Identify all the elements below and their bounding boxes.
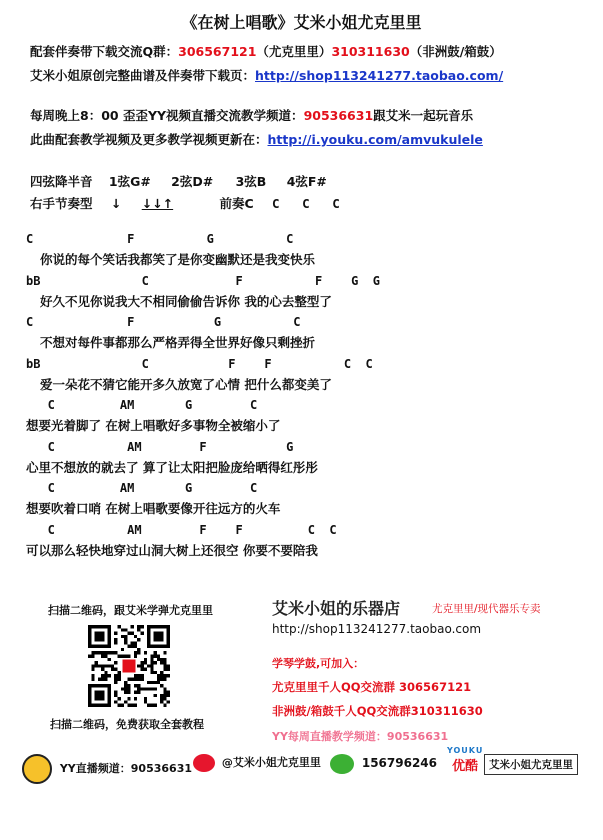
qq-group-ukulele: 306567121 [178,44,257,59]
wechat-bottom [330,754,437,774]
download-group-prefix: 配套伴奏带下载交流Q群： [30,44,179,59]
lyric-line: 想要光着脚了 在树上唱歌好多事物全被缩小了 [26,418,281,433]
intro-label: 前奏C [219,196,254,211]
taobao-link[interactable]: http://shop113241277.taobao.com/ [255,68,504,83]
weibo-text: @艾米小姐尤克里里 [221,756,321,769]
qr-caption-top: 扫描二维码，跟艾米学弹尤克里里 [48,604,213,617]
string-1: 1弦G# [108,174,151,189]
string-2: 2弦D# [171,174,214,189]
chord-line: C AM F F C C [26,522,337,537]
tuning-line [30,172,327,190]
ukulele-group: 尤克里里千人QQ交流群 306567121 [272,680,472,694]
wechat-icon [330,754,354,774]
youku-logo-latin: YOUKU [447,746,484,755]
shop-tagline: 尤克里里/现代器乐专卖 [432,603,541,615]
lyric-line: 不想对每件事都那么严格弄得全世界好像只剩挫折 [40,335,316,350]
tuning-label: 四弦降半音 [30,174,93,189]
chord-line: C AM F G [26,439,294,454]
rhythm-line [30,194,340,212]
youku-logo [447,746,483,774]
yy-bottom-text: YY直播频道：90536631 [59,762,193,775]
shop-name: 艾米小姐的乐器店 [272,599,401,618]
yy-channel-prefix: 每周晚上8：00 歪歪YY视频直播交流教学频道： [30,108,304,123]
drum-group: 非洲鼓/箱鼓千人QQ交流群310311630 [272,704,483,718]
chord-line: C F G C [26,232,294,246]
download-group-line [30,42,502,60]
yy-bottom [22,754,192,784]
lyric-line: 你说的每个笑话我都笑了是你变幽默还是我变快乐 [40,252,316,267]
score-download-prefix: 艾米小姐原创完整曲谱及伴奏带下载页： [30,68,256,83]
qq-group-drum-label: （非洲鼓/箱鼓） [409,44,502,59]
qr-caption-bottom: 扫描二维码，免费获取全套教程 [50,718,204,731]
yy-channel-suffix: 跟艾米一起玩音乐 [373,108,474,123]
lyric-line: 可以那么轻快地穿过山洞大树上还很空 你要不要陪我 [26,542,318,558]
qr-code-icon [88,625,170,707]
brand-box: 艾米小姐尤克里里 [484,754,578,775]
weibo-bottom [193,754,321,772]
yy-channel-line [30,106,473,124]
chord-line: bB C F F C C [26,356,373,371]
lyric-line: 想要吹着口哨 在树上唱歌要像开往远方的火车 [26,501,281,516]
yy-mascot-icon [22,754,52,784]
chord-line: bB C F F G G [26,273,381,288]
weibo-icon [193,754,215,772]
lyric-line: 心里不想放的就去了 算了让太阳把脸庞给晒得红彤彤 [26,459,318,475]
join-label: 学琴学鼓,可加入： [272,657,365,670]
lyric-line: 好久不见你说我大不相同偷偷告诉你 我的心去整型了 [40,293,332,309]
youku-line [30,130,483,148]
score-download-line [30,66,503,84]
qq-group-drum: 310311630 [331,44,410,59]
intro-chords: C C C [272,196,340,211]
chord-line: C AM G C [26,398,258,412]
youku-link[interactable]: http://i.youku.com/amvukulele [267,132,483,147]
chord-line: C AM G C [26,481,258,495]
string-3: 3弦B [235,174,267,189]
yy-weekly-line: YY每周直播教学频道：90536631 [272,730,449,743]
page-title: 《在树上唱歌》艾米小姐尤克里里 [181,13,422,32]
down-arrow-icon: ↓ [110,196,122,211]
wechat-text: 156796246 [361,756,437,770]
yy-channel-number: 90536631 [303,108,374,123]
qq-group-ukulele-label: （尤克里里） [256,44,332,59]
youku-logo-text: 优酷 [452,759,479,774]
lyric-line: 爱一朵花不猜它能开多久放宽了心情 把什么都变美了 [40,376,332,392]
shop-url[interactable]: http://shop113241277.taobao.com [272,622,482,636]
string-4: 4弦F# [286,174,327,189]
rhythm-pattern: ↓↓↑ [141,196,174,211]
chord-line: C F G C [26,315,301,329]
rhythm-label: 右手节奏型 [30,196,93,211]
youku-prefix: 此曲配套教学视频及更多教学视频更新在： [30,132,268,147]
